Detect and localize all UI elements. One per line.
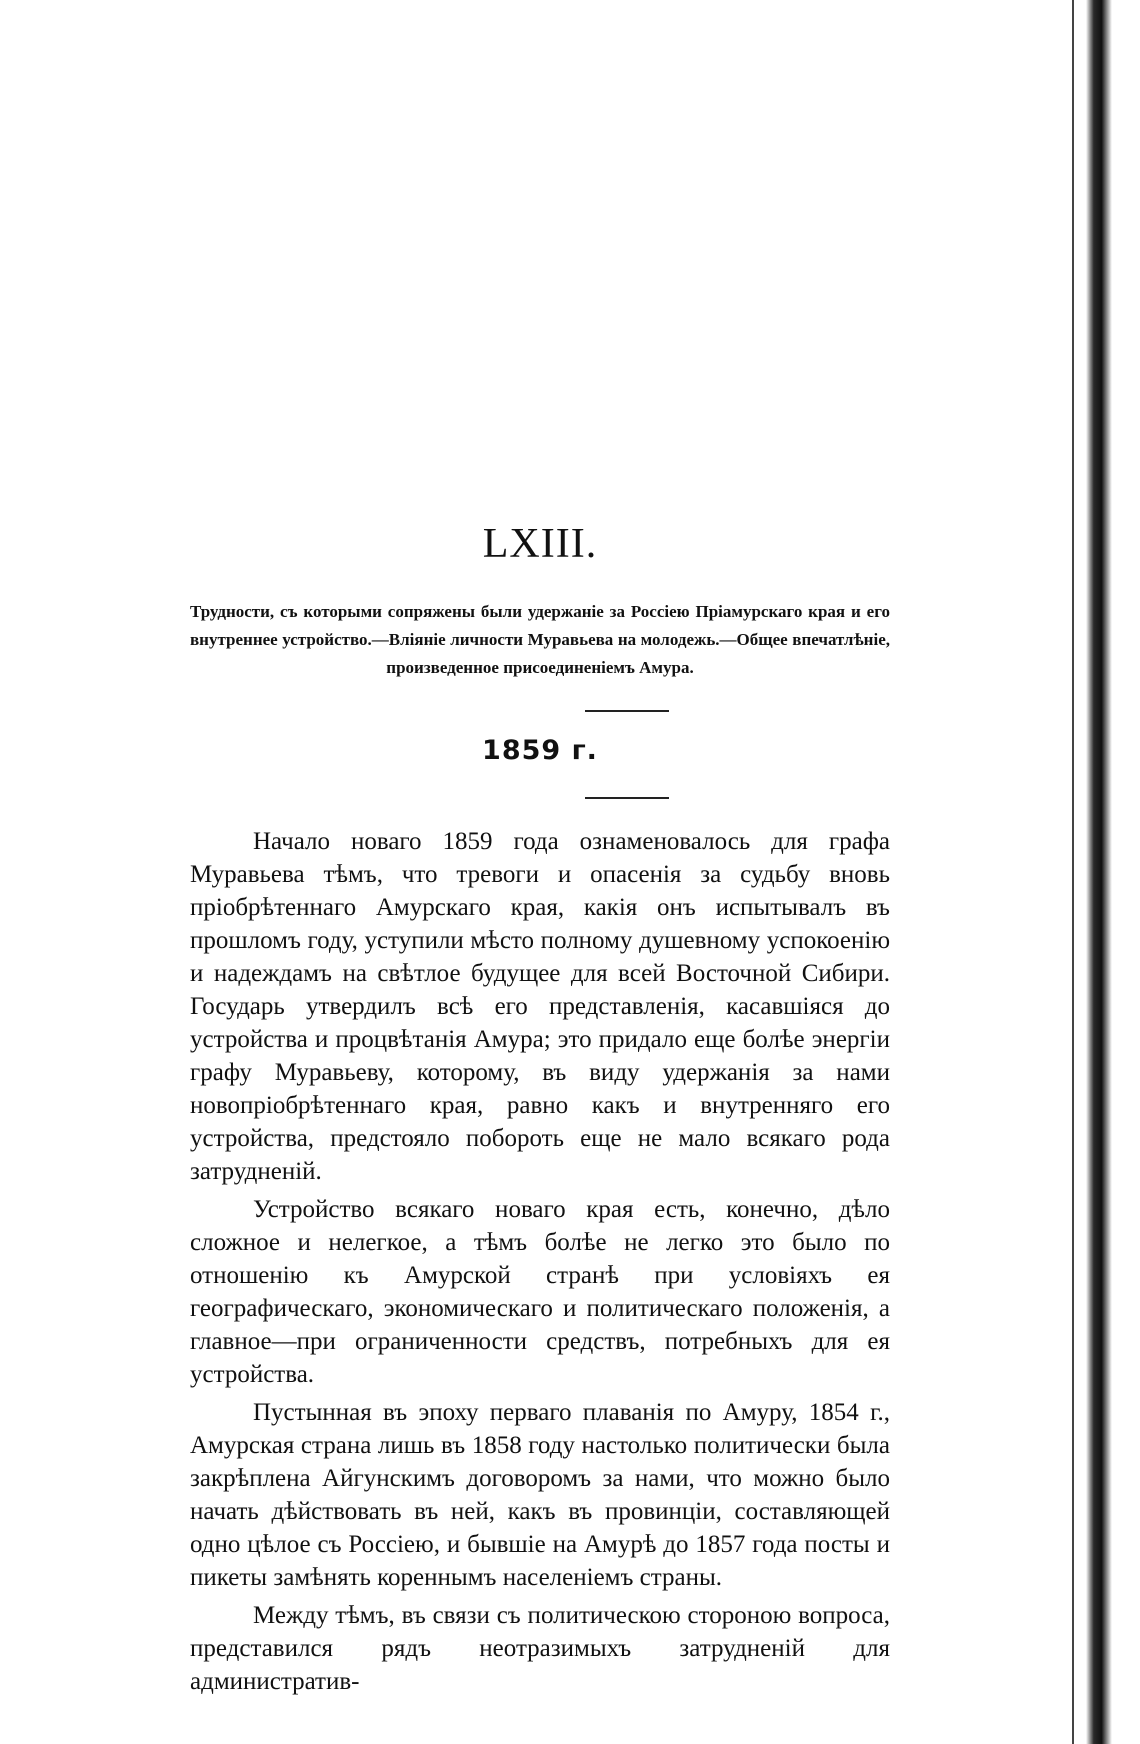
divider-rule [585,710,669,712]
divider-rule [585,797,669,799]
chapter-summary: Трудности, съ которыми сопряжены были удержаніе за Россіею Пріамурскаго края и его внутреннее устройство.—Вліяніе личности Муравьева на молодежь.—Общее впечатлѣніе, произведенное присоединеніемъ Амура. [190,602,890,677]
page-edge-line [1072,0,1074,1744]
chapter-number: LXIII. [482,521,598,567]
book-spine-shadow [1086,0,1112,1744]
paragraph: Устройство всякаго новаго края есть, конечно, дѣло сложное и нелегкое, а тѣмъ болѣе не легко это было по отношенію къ Амурской странѣ при условіяхъ ея географическаго, экономическаго и политическаго положенія, а главное—при ограниченности средствъ, потребныхъ для ея устройства. [190,1196,890,1388]
paragraph: Между тѣмъ, въ связи съ политическою стороною вопроса, представился рядъ неотразимыхъ затрудненій для административ- [190,1602,890,1695]
body-text [190,825,890,1703]
year-heading: 1859 г. [482,735,598,766]
paragraph: Начало новаго 1859 года ознаменовалось для графа Муравьева тѣмъ, что тревоги и опасенія за судьбу вновь пріобрѣтеннаго Амурскаго края, какія онъ испытывалъ въ прошломъ году, уступили мѣсто полному душевному успокоенію и надеждамъ на свѣтлое будущее для всей Восточной Сибири. Государь утвердилъ всѣ его представленія, касавшіяся до устройства и процвѣтанія Амура; это придало еще болѣе энергіи графу Муравьеву, которому, въ виду удержанія за нами новопріобрѣтеннаго края, равно какъ и внутренняго его устройства, предстояло побороть еще не мало всякаго рода затрудненій. [190,828,890,1185]
paragraph: Пустынная въ эпоху перваго плаванія по Амуру, 1854 г., Амурская страна лишь въ 1858 году настолько политически была закрѣплена Айгунскимъ договоромъ за нами, что можно было начать дѣйствовать въ ней, какъ въ провинціи, составляющей одно цѣлое съ Россіею, и бывшіе на Амурѣ до 1857 года посты и пикеты замѣнять кореннымъ населеніемъ страны. [190,1399,890,1591]
